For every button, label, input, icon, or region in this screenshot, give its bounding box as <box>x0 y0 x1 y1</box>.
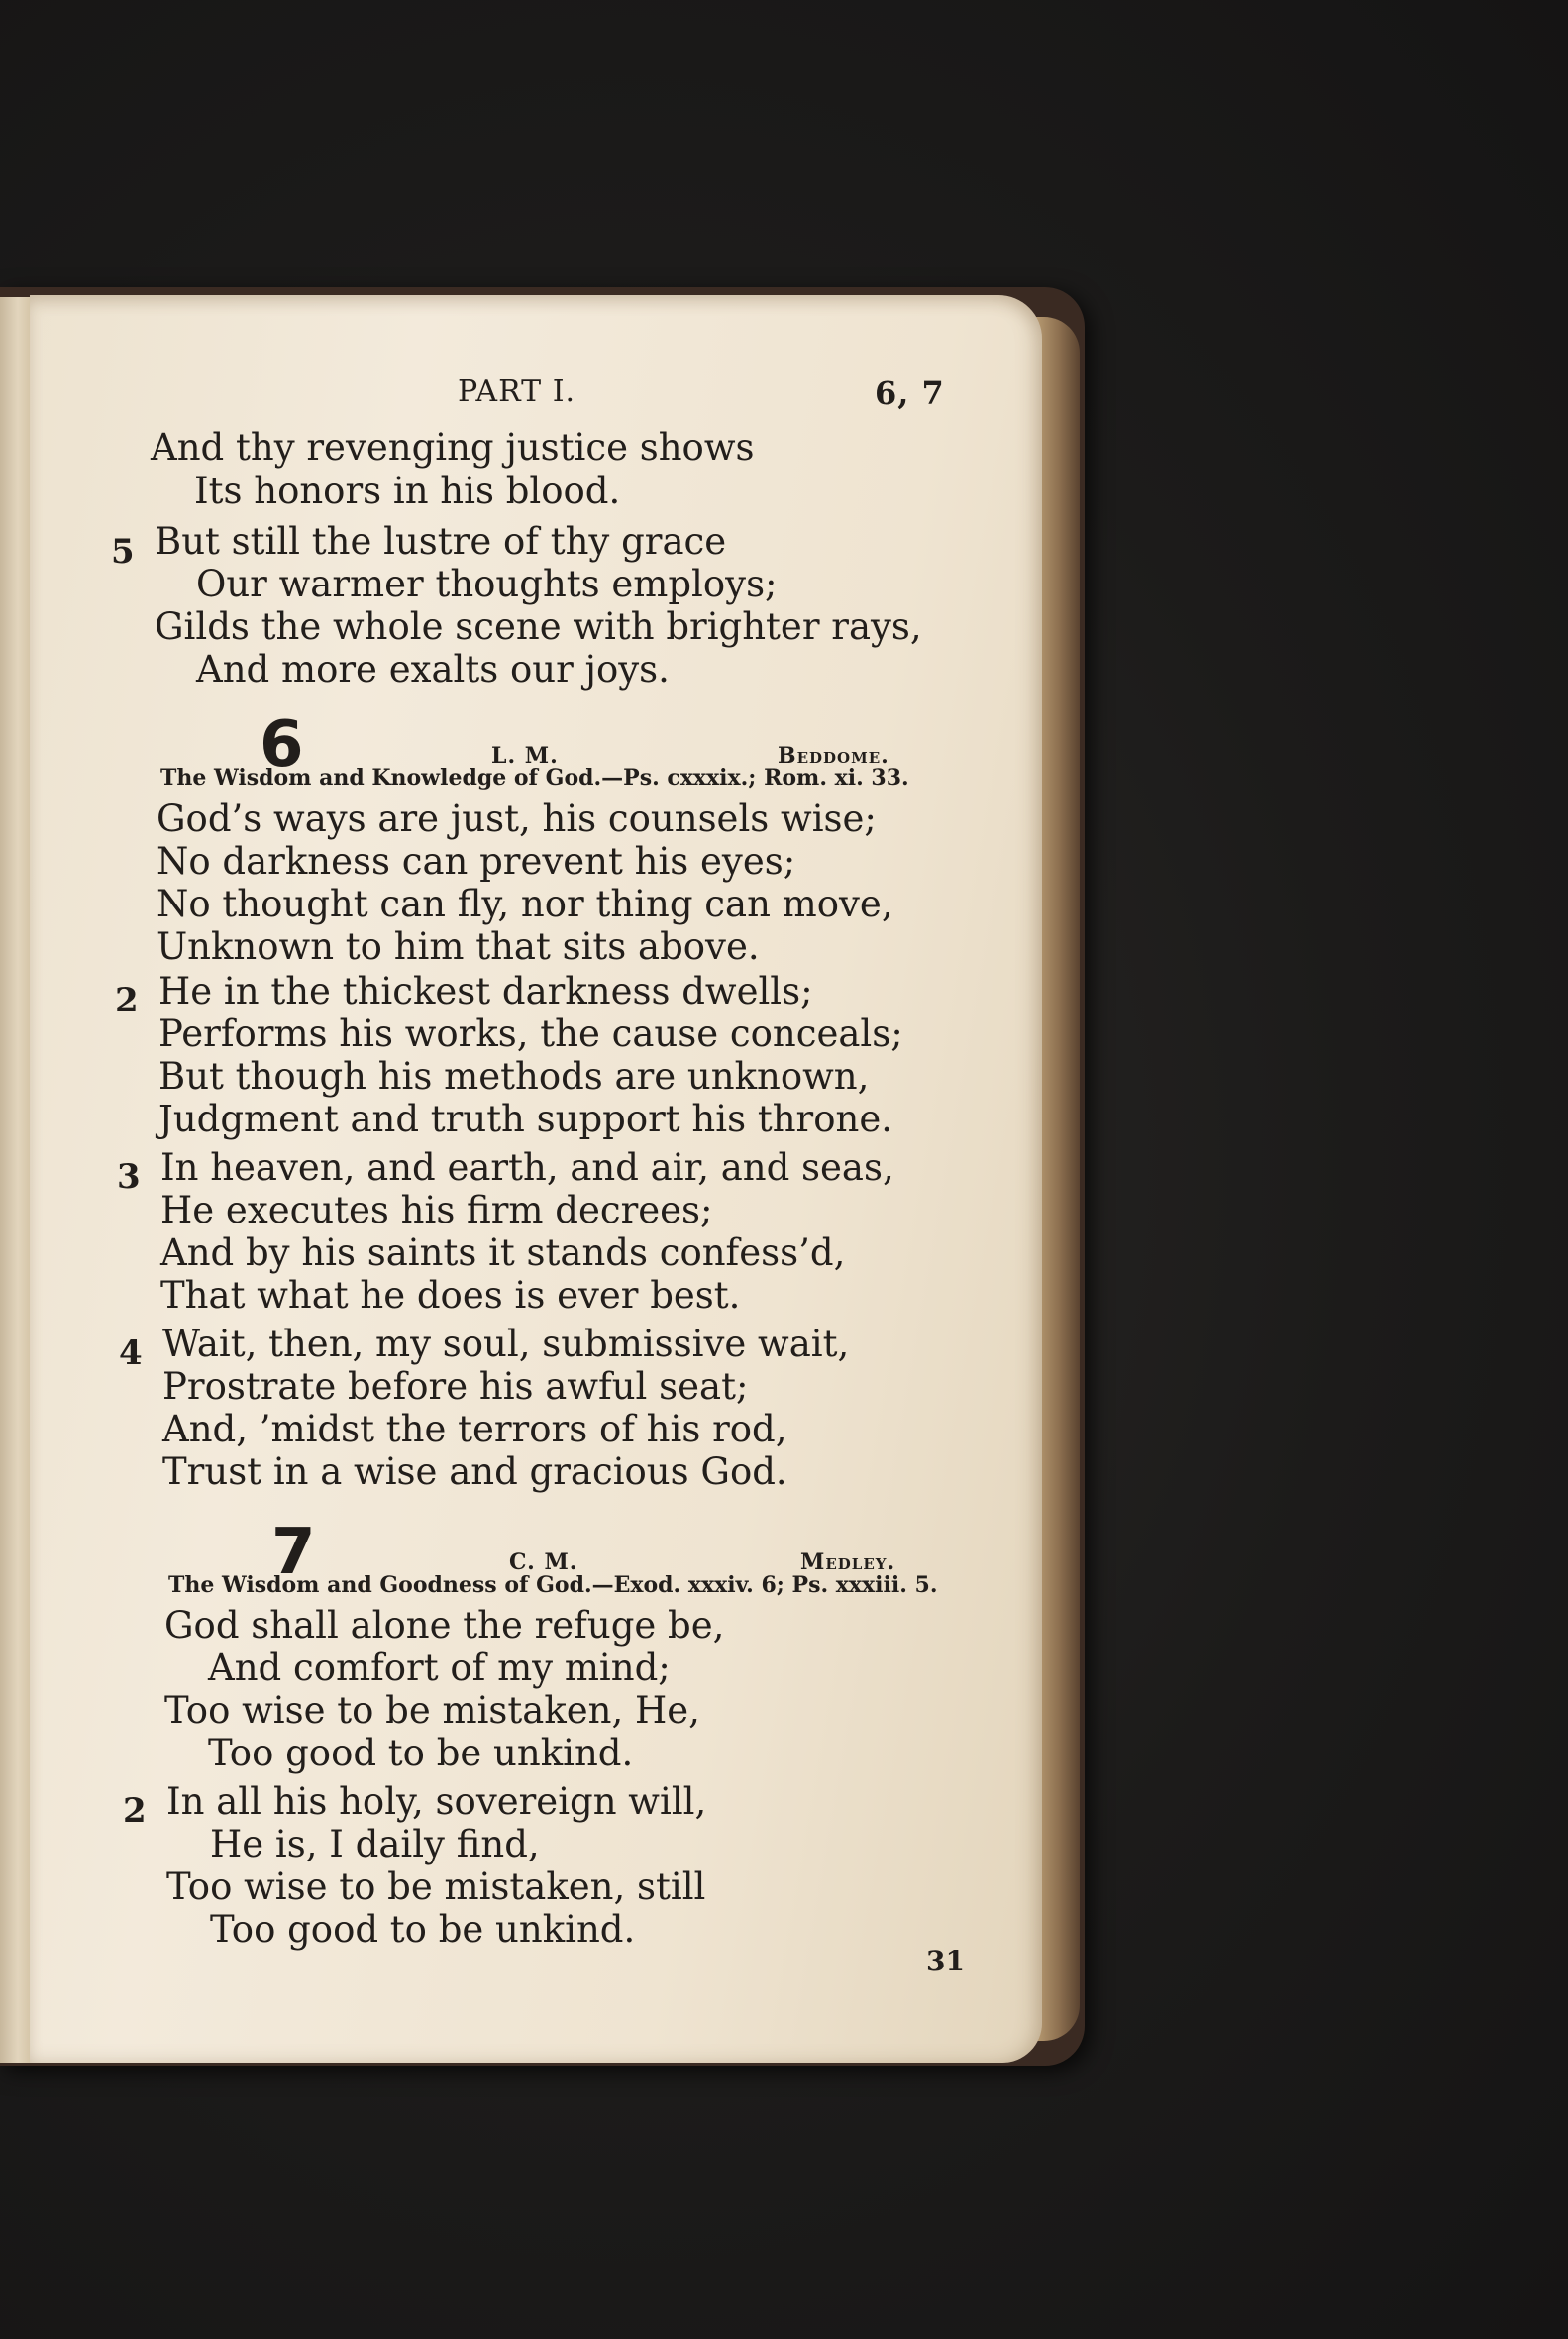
verse-line: In heaven, and earth, and air, and seas, <box>160 1146 894 1189</box>
verse-line: Judgment and truth support his throne. <box>158 1098 892 1140</box>
verse-line: Unknown to him that sits above. <box>157 925 760 968</box>
verse-line: That what he does is ever best. <box>160 1274 741 1317</box>
verse-line: And thy revenging justice shows <box>151 426 755 469</box>
verse-line: Wait, then, my soul, submissive wait, <box>162 1323 850 1365</box>
verse-line: No darkness can prevent his eyes; <box>157 840 796 883</box>
stanza-number: 2 <box>115 981 139 1020</box>
verse-line: He executes his firm decrees; <box>160 1189 713 1231</box>
verse-line: Performs his works, the cause conceals; <box>158 1012 903 1055</box>
verse-line: But though his methods are unknown, <box>158 1055 870 1098</box>
hymn-number: 7 <box>271 1516 316 1589</box>
stanza-number: 5 <box>111 532 135 572</box>
verse-line: Too wise to be mistaken, He, <box>164 1689 700 1732</box>
verse-line: And, ’midst the terrors of his rod, <box>162 1408 787 1450</box>
verse-line: Too good to be unkind. <box>210 1908 636 1951</box>
verse-line: In all his holy, sovereign will, <box>166 1780 707 1823</box>
verse-line: And by his saints it stands confess’d, <box>160 1231 846 1274</box>
verse-line: But still the lustre of thy grace <box>155 520 727 563</box>
hymn-subtitle: The Wisdom and Goodness of God.—Exod. xxxiv. 6; Ps. xxxiii. 5. <box>168 1572 938 1598</box>
stanza-number: 4 <box>119 1333 143 1373</box>
verse-line: Too good to be unkind. <box>208 1732 634 1774</box>
verse-line: Its honors in his blood. <box>194 470 621 512</box>
verse-line: He is, I daily find, <box>210 1823 540 1865</box>
verse-line: Prostrate before his awful seat; <box>162 1365 749 1408</box>
hymn-composer: Medley. <box>800 1549 896 1575</box>
stanza-number: 2 <box>123 1791 147 1831</box>
header-hymn-numbers: 6, 7 <box>875 374 945 412</box>
hymn-meter: L. M. <box>491 743 559 769</box>
verse-line: He in the thickest darkness dwells; <box>158 970 813 1012</box>
stanza-number: 3 <box>117 1157 141 1197</box>
verse-line: And more exalts our joys. <box>196 648 670 691</box>
hymn-subtitle: The Wisdom and Knowledge of God.—Ps. cxxxix.; Rom. xi. 33. <box>160 765 909 791</box>
verse-line: God shall alone the refuge be, <box>164 1604 725 1647</box>
verse-line: No thought can fly, nor thing can move, <box>157 883 893 925</box>
verse-line: And comfort of my mind; <box>208 1647 671 1689</box>
page-number: 31 <box>926 1945 965 1977</box>
facing-page-edge <box>0 297 32 2063</box>
verse-line: God’s ways are just, his counsels wise; <box>157 797 877 840</box>
verse-line: Trust in a wise and gracious God. <box>162 1450 787 1493</box>
hymn-meter: C. M. <box>509 1549 578 1575</box>
hymn-composer: Beddome. <box>778 743 889 769</box>
verse-line: Too wise to be mistaken, still <box>166 1865 706 1908</box>
verse-line: Our warmer thoughts employs; <box>196 563 778 605</box>
verse-line: Gilds the whole scene with brighter rays, <box>155 605 922 648</box>
hymn-number: 6 <box>260 708 304 782</box>
running-head: PART I. <box>458 374 576 409</box>
